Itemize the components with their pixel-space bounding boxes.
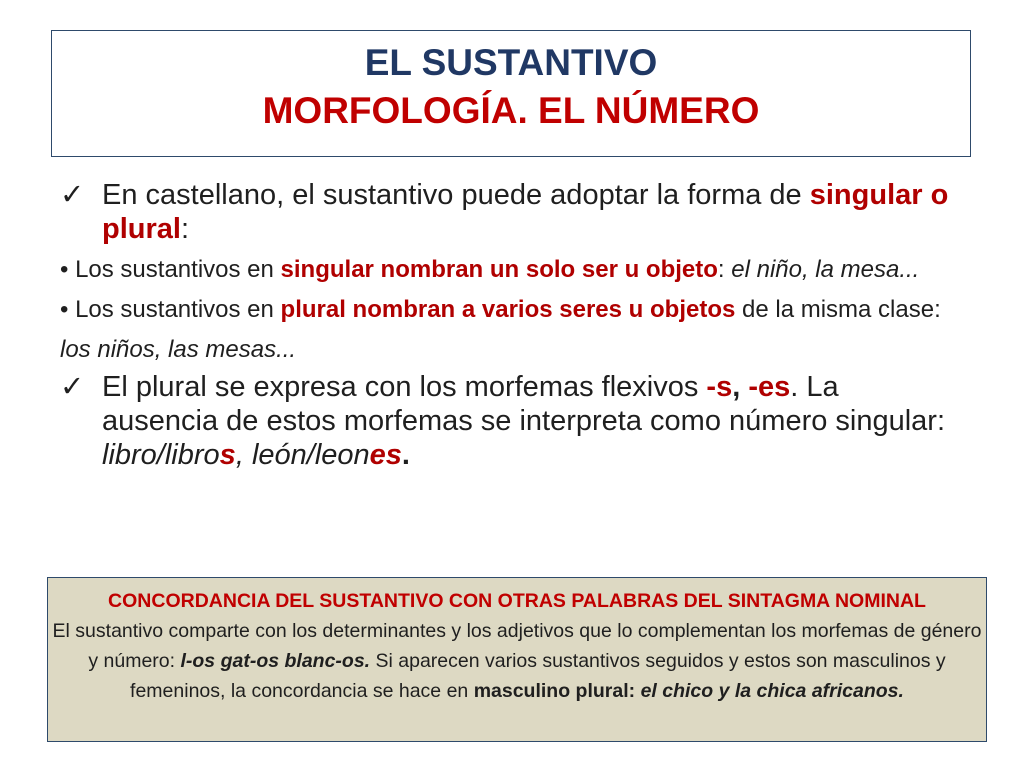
item2-text2: La ausencia de estos morfemas se interpreta como número singular: [102, 371, 946, 437]
concordance-example2: el chico y la chica africanos. [640, 680, 904, 702]
example-end: . [401, 439, 410, 471]
title-box [51, 30, 971, 157]
bullet1-prefix: • Los sustantivos en [60, 256, 281, 283]
slide-subtitle: MORFOLOGÍA. EL NÚMERO [262, 90, 760, 131]
example-leon-base: león/leon [251, 439, 370, 471]
item1-highlight: singular o plural [102, 179, 949, 245]
item2-text1: El plural se expresa con los morfemas flexivos [102, 371, 707, 403]
morpheme-es: -es [748, 371, 791, 403]
example-libro-base: libro/libro [102, 439, 220, 471]
item1-end: : [180, 213, 190, 245]
bullet1-colon: : [717, 256, 732, 283]
morpheme-comma: , [732, 371, 749, 403]
bullet2-prefix: • Los sustantivos en [60, 296, 281, 323]
slide-content [60, 178, 960, 472]
concordance-bold: masculino plural: [473, 680, 636, 702]
bullet-singular [60, 250, 960, 290]
concordance-title: CONCORDANCIA DEL SUSTANTIVO CON OTRAS PALABRAS DEL SINTAGMA NOMINAL [108, 590, 926, 612]
check-icon: ✓ [60, 179, 85, 211]
concordance-example1: l-os gat-os blanc-os. [180, 650, 371, 672]
slide-title: EL SUSTANTIVO [364, 42, 658, 83]
bullet2-example: los niños, las mesas... [60, 336, 297, 363]
concordance-box [47, 577, 987, 742]
example-leon-suffix: es [369, 439, 402, 471]
concordance-text2: Si aparecen varios sustantivos seguidos y estos son masculinos y femeninos, la concordancia se hace en [130, 650, 946, 702]
bullet2-suffix: de la misma clase: [735, 296, 941, 323]
check-icon: ✓ [60, 371, 85, 403]
example-separator: , [235, 439, 252, 471]
concordance-text1: El sustantivo comparte con los determinantes y los adjetivos que lo complementan los morfemas de género y número: [52, 620, 982, 672]
example-libro-suffix: s [219, 439, 236, 471]
bullet1-example: el niño, la mesa... [731, 256, 920, 283]
item2-period: . [790, 371, 799, 403]
bullet1-highlight: singular nombran un solo ser u objeto [280, 256, 718, 283]
morpheme-s: -s [706, 371, 733, 403]
bullet-plural [60, 290, 960, 370]
bullet2-highlight: plural nombran a varios seres u objetos [280, 296, 736, 323]
item1-text: En castellano, el sustantivo puede adoptar la forma de [102, 179, 802, 211]
check-item-plural-morphemes [60, 370, 960, 472]
check-item-singular-plural [60, 178, 960, 246]
concordance-text [48, 616, 986, 706]
